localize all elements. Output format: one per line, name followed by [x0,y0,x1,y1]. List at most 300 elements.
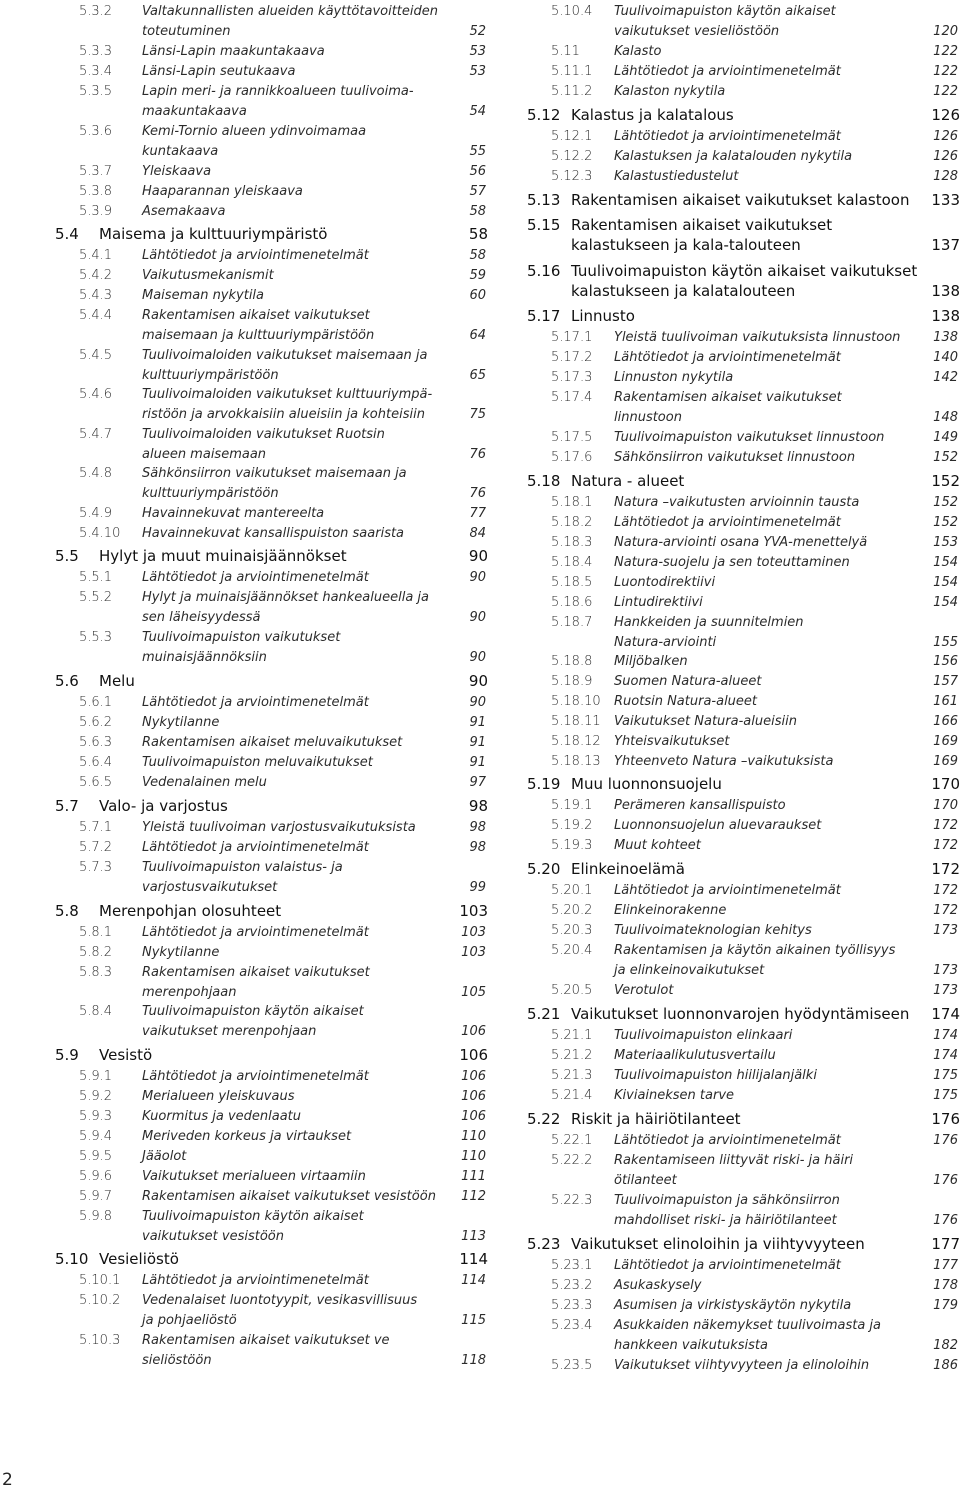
toc-entry-number: 5.3.4 [79,64,113,79]
toc-entry-title-line: Elinkeinorakenne [614,903,727,918]
toc-entry-title-line: Materiaalikulutusvertailu [614,1048,776,1063]
toc-entry-title [142,753,373,773]
toc-entry-title [614,513,841,533]
toc-entry-title-line: Tuulivoimapuiston meluvaikutukset [142,755,373,770]
toc-entry-title [571,190,909,210]
toc-entry-title [142,963,370,1003]
toc-entry-title-line: Lähtötiedot ja arviointimenetelmät [142,925,369,940]
toc-subsection-entry[interactable] [52,858,488,898]
toc-subsection-entry[interactable] [52,2,488,42]
toc-entry-page: 91 [469,755,486,770]
toc-section-entry[interactable] [524,306,960,326]
toc-entry-title-line: Lähtötiedot ja arviointimenetelmät [142,695,369,710]
toc-entry-title [142,923,369,943]
toc-section-entry[interactable] [524,1109,960,1129]
toc-entry-page: 176 [933,1133,958,1148]
toc-entry-title [614,593,703,613]
toc-entry-title-line: Kiviaineksen tarve [614,1088,735,1103]
toc-subsection-entry[interactable] [52,266,488,286]
toc-entry-title-line: Tuulivoimapuiston käytön aikaiset [142,1209,364,1224]
toc-section-entry[interactable] [52,796,488,816]
toc-entry-title-line: Luonnonsuojelun aluevaraukset [614,818,822,833]
toc-subsection-entry[interactable] [52,122,488,162]
toc-entry-title-line: Merenpohjan olosuhteet [99,902,282,920]
toc-subsection-entry[interactable] [524,1356,960,1376]
toc-subsection-entry[interactable] [524,2,960,42]
toc-entry-page: 99 [469,879,486,895]
toc-entry-title [571,215,832,255]
toc-entry-page: 154 [933,575,958,590]
toc-subsection-entry[interactable] [524,127,960,147]
toc-subsection-entry[interactable] [52,838,488,858]
toc-entry-number: 5.4.9 [79,506,113,521]
toc-subsection-entry[interactable] [524,167,960,187]
toc-entry-page: 64 [469,327,486,343]
toc-entry-title [142,202,225,222]
toc-section-entry[interactable] [524,105,960,125]
toc-entry-title-line: Vesieliöstö [99,1250,179,1268]
toc-entry-title [614,573,715,593]
toc-entry-number: 5.18.13 [551,754,601,769]
toc-entry-number: 5.20.1 [551,883,593,898]
toc-subsection-entry[interactable] [52,246,488,266]
toc-entry-title-line: Kuormitus ja vedenlaatu [142,1109,302,1124]
toc-entry-title [614,881,841,901]
toc-entry-title [614,836,701,856]
toc-subsection-entry[interactable] [52,1291,488,1331]
toc-entry-number: 5.4.1 [79,248,113,263]
toc-subsection-entry[interactable] [52,693,488,713]
toc-entry-page: 55 [469,143,486,159]
toc-entry-number: 5.6.3 [79,735,113,750]
toc-section-entry[interactable] [52,901,488,921]
toc-entry-title [614,328,900,348]
toc-entry-title [614,348,841,368]
toc-entry-title [142,713,219,733]
toc-subsection-entry[interactable] [524,82,960,102]
toc-section-entry[interactable] [524,190,960,210]
toc-entry-number: 5.9.1 [79,1069,113,1084]
toc-entry-title [614,652,688,672]
toc-entry-page: 106 [461,1109,486,1124]
toc-entry-title [614,368,733,388]
toc-entry-page: 153 [933,535,958,550]
toc-entry-title-line: Rakentamisen aikaiset vaikutukset [142,308,370,323]
toc-entry-number: 5.9 [55,1046,79,1064]
toc-section-entry[interactable] [524,471,960,491]
toc-entry-page: 177 [931,1235,960,1253]
toc-entry-number: 5.7.2 [79,840,113,855]
toc-entry-number: 5.5.3 [79,630,113,645]
toc-entry-number: 5.17 [527,307,561,325]
toc-entry-page: 152 [931,472,960,490]
toc-entry-title [614,901,726,921]
toc-entry-number: 5.18.3 [551,535,593,550]
toc-subsection-entry[interactable] [524,732,960,752]
toc-subsection-entry[interactable] [52,1331,488,1371]
toc-subsection-entry[interactable] [52,943,488,963]
toc-subsection-entry[interactable] [524,692,960,712]
toc-subsection-entry[interactable] [524,1026,960,1046]
toc-entry-number: 5.23.2 [551,1278,593,1293]
toc-entry-page: 169 [933,734,958,749]
toc-entry-page: 172 [933,883,958,898]
toc-entry-page: 122 [933,64,958,79]
toc-subsection-entry[interactable] [524,448,960,468]
toc-entry-number: 5.18.2 [551,515,593,530]
toc-subsection-entry[interactable] [52,923,488,943]
toc-entry-title-line: Lähtötiedot ja arviointimenetelmät [614,1133,841,1148]
toc-entry-page: 174 [931,1005,960,1023]
toc-entry-title-line: Merialueen yleiskuvaus [142,1089,295,1104]
toc-entry-title [142,1167,366,1187]
toc-entry-number: 5.18.11 [551,714,601,729]
toc-entry-number: 5.22.2 [551,1153,593,1168]
toc-entry-title [142,42,325,62]
toc-subsection-entry[interactable] [524,1066,960,1086]
toc-subsection-entry[interactable] [524,348,960,368]
toc-entry-page: 60 [469,288,486,303]
toc-entry-title [614,732,729,752]
toc-entry-number: 5.12.2 [551,149,593,164]
toc-entry-number: 5.8 [55,902,79,920]
toc-section-entry[interactable] [52,1045,488,1065]
toc-subsection-entry[interactable] [52,1167,488,1187]
toc-subsection-entry[interactable] [52,733,488,753]
toc-entry-title-line: Hylyt ja muinaisjäännökset hankealueella ja [142,590,430,605]
toc-entry-number: 5.23.5 [551,1358,593,1373]
toc-entry-title [614,1356,869,1376]
toc-subsection-entry[interactable] [524,533,960,553]
toc-entry-title [142,286,264,306]
toc-entry-number: 5.20.5 [551,983,593,998]
toc-entry-page: 90 [468,547,488,565]
toc-entry-title-line: Haaparannan yleiskaava [142,184,303,199]
toc-entry-title [99,546,347,566]
toc-subsection-entry[interactable] [524,553,960,573]
toc-entry-number: 5.7.3 [79,860,113,875]
toc-entry-page: 90 [468,672,488,690]
toc-entry-number: 5.9.6 [79,1169,113,1184]
toc-entry-title [571,306,635,326]
toc-subsection-entry[interactable] [52,182,488,202]
toc-subsection-entry[interactable] [524,368,960,388]
toc-subsection-entry[interactable] [524,573,960,593]
toc-subsection-entry[interactable] [524,672,960,692]
toc-subsection-entry[interactable] [52,818,488,838]
toc-subsection-entry[interactable] [52,286,488,306]
toc-entry-page: 155 [933,634,958,650]
toc-entry-title [614,428,884,448]
toc-entry-title-line: Muu luonnonsuojelu [571,775,722,793]
toc-entry-number: 5.23.4 [551,1318,593,1333]
toc-entry-title-line: alueen maisemaan [142,446,267,462]
toc-entry-title [614,672,761,692]
toc-entry-page: 138 [931,282,960,300]
toc-subsection-entry[interactable] [524,1151,960,1191]
toc-entry-number: 5.20 [527,860,561,878]
toc-entry-title-line: Meriveden korkeus ja virtaukset [142,1129,352,1144]
toc-entry-page: 173 [933,962,958,978]
toc-entry-number: 5.21.3 [551,1068,593,1083]
toc-entry-title [99,901,281,921]
toc-entry-number: 5.4.10 [79,526,121,541]
toc-entry-page: 176 [933,1212,958,1228]
toc-entry-page: 90 [469,570,486,585]
toc-entry-title [614,1256,841,1276]
toc-entry-title [142,266,274,286]
toc-entry-title-line: ötilanteet [614,1172,677,1188]
toc-section-entry[interactable] [52,546,488,566]
toc-entry-title-line: Vesistö [99,1046,153,1064]
toc-entry-title-line: Tuulivoimapuiston elinkaari [614,1028,793,1043]
toc-entry-title [142,425,385,465]
toc-subsection-entry[interactable] [52,773,488,793]
toc-entry-number: 5.22.3 [551,1193,593,1208]
toc-subsection-entry[interactable] [524,1296,960,1316]
toc-subsection-entry[interactable] [52,42,488,62]
toc-entry-number: 5.17.6 [551,450,593,465]
toc-subsection-entry[interactable] [524,1191,960,1231]
toc-entry-title [614,796,786,816]
toc-section-entry[interactable] [524,215,960,255]
toc-subsection-entry[interactable] [524,901,960,921]
toc-entry-title [142,1207,364,1247]
toc-entry-title [614,1086,734,1106]
toc-entry-number: 5.18.6 [551,595,593,610]
toc-entry-page: 133 [931,191,960,209]
toc-entry-title-line: Asukkaiden näkemykset tuulivoimasta ja [614,1318,882,1333]
toc-subsection-entry[interactable] [524,593,960,613]
toc-subsection-entry[interactable] [52,306,488,346]
toc-entry-title-line: Riskit ja häiriötilanteet [571,1110,741,1128]
toc-subsection-entry[interactable] [52,568,488,588]
toc-entry-title [614,1276,701,1296]
toc-entry-title-line: Tuulivoimapuiston ja sähkönsiirron [614,1193,840,1208]
toc-subsection-entry[interactable] [52,963,488,1003]
toc-subsection-entry[interactable] [52,62,488,82]
toc-entry-number: 5.18 [527,472,561,490]
toc-entry-title [142,773,267,793]
toc-section-entry[interactable] [52,224,488,244]
toc-subsection-entry[interactable] [524,752,960,772]
toc-entry-title-line: Vaikutukset viihtyvyyteen ja elinoloihin [614,1358,870,1373]
toc-subsection-entry[interactable] [52,1087,488,1107]
toc-subsection-entry[interactable] [524,1086,960,1106]
toc-entry-page: 106 [461,1089,486,1104]
toc-subsection-entry[interactable] [524,62,960,82]
toc-entry-title-line: Maisema ja kulttuuriympäristö [99,225,328,243]
toc-entry-title-line: Valtakunnallisten alueiden käyttötavoitteiden [142,4,438,19]
toc-entry-number: 5.9.7 [79,1189,113,1204]
toc-subsection-entry[interactable] [52,1187,488,1207]
page-number: 2 [2,1470,13,1490]
toc-entry-page: 106 [459,1046,488,1064]
toc-entry-title [142,818,416,838]
toc-entry-title-line: kulttuuriympäristöön [142,485,279,501]
toc-entry-number: 5.4.2 [79,268,113,283]
toc-entry-title-line: Yleistä tuulivoiman varjostusvaikutuksista [142,820,416,835]
toc-subsection-entry[interactable] [52,202,488,222]
toc-entry-page: 140 [933,350,958,365]
toc-entry-title-line: toteutuminen [142,23,231,39]
toc-entry-title-line: linnustoon [614,409,682,425]
toc-entry-page: 98 [469,820,486,835]
toc-entry-title-line: Lähtötiedot ja arviointimenetelmät [614,1258,841,1273]
toc-entry-number: 5.6.1 [79,695,113,710]
toc-subsection-entry[interactable] [524,981,960,1001]
toc-entry-title-line: Linnusto [571,307,635,325]
toc-subsection-entry[interactable] [524,388,960,428]
toc-entry-number: 5.3.8 [79,184,113,199]
toc-entry-number: 5.16 [527,262,561,280]
toc-subsection-entry[interactable] [52,346,488,386]
toc-entry-number: 5.18.8 [551,654,593,669]
toc-entry-number: 5.17.3 [551,370,593,385]
toc-entry-title-line: Tuulivoimapuiston käytön aikaiset [614,4,836,19]
toc-subsection-entry[interactable] [524,42,960,62]
toc-subsection-entry[interactable] [524,712,960,732]
toc-entry-number: 5.23.3 [551,1298,593,1313]
toc-entry-title [614,1131,841,1151]
toc-entry-title [142,1291,417,1331]
toc-subsection-entry[interactable] [524,1256,960,1276]
toc-section-entry[interactable] [52,671,488,691]
toc-subsection-entry[interactable] [52,1147,488,1167]
toc-section-entry[interactable] [524,774,960,794]
toc-entry-title-line: sieliöstöön [142,1352,212,1368]
toc-subsection-entry[interactable] [524,513,960,533]
toc-entry-title [142,838,369,858]
toc-entry-title-line: Sähkönsiirron vaikutukset linnustoon [614,450,856,465]
toc-subsection-entry[interactable] [524,796,960,816]
toc-subsection-entry[interactable] [52,713,488,733]
toc-subsection-entry[interactable] [52,425,488,465]
toc-subsection-entry[interactable] [524,881,960,901]
toc-subsection-entry[interactable] [52,82,488,122]
toc-subsection-entry[interactable] [524,816,960,836]
toc-entry-title [142,504,324,524]
toc-entry-page: 118 [461,1352,486,1368]
toc-entry-title-line: Kalastus ja kalatalous [571,106,734,124]
toc-subsection-entry[interactable] [52,1127,488,1147]
toc-entry-title [614,921,812,941]
toc-entry-title [614,613,804,653]
toc-entry-title [142,2,438,42]
toc-entry-title [614,712,797,732]
toc-entry-title [142,1067,369,1087]
toc-subsection-entry[interactable] [524,1131,960,1151]
toc-entry-page: 53 [469,44,486,59]
toc-entry-title-line: Vaikutusmekanismit [142,268,274,283]
toc-section-entry[interactable] [524,1234,960,1254]
toc-subsection-entry[interactable] [52,1207,488,1247]
toc-subsection-entry[interactable] [52,162,488,182]
toc-entry-number: 5.13 [527,191,561,209]
toc-entry-page: 172 [933,903,958,918]
toc-entry-title-line: Valo- ja varjostus [99,797,228,815]
toc-entry-number: 5.5.1 [79,570,113,585]
toc-entry-title [142,943,219,963]
toc-entry-title-line: Kalasto [614,44,662,59]
toc-entry-title [142,568,369,588]
toc-entry-page: 103 [461,925,486,940]
toc-subsection-entry[interactable] [52,504,488,524]
toc-entry-title [614,1026,792,1046]
toc-section-entry[interactable] [524,859,960,879]
toc-subsection-entry[interactable] [524,836,960,856]
toc-entry-page: 174 [933,1048,958,1063]
toc-entry-page: 137 [931,236,960,254]
toc-subsection-entry[interactable] [524,147,960,167]
toc-entry-title-line: Asumisen ja virkistyskäytön nykytila [614,1298,852,1313]
toc-subsection-entry[interactable] [52,1067,488,1087]
toc-entry-title-line: Yhteisvaikutukset [614,734,730,749]
toc-entry-title-line: Vaikutukset luonnonvarojen hyödyntämiseen [571,1005,910,1023]
toc-entry-title-line: vaikutukset vesieliöstöön [614,23,780,39]
toc-entry-page: 148 [933,409,958,425]
toc-subsection-entry[interactable] [52,1107,488,1127]
toc-entry-title-line: Lähtötiedot ja arviointimenetelmät [142,1273,369,1288]
toc-entry-title-line: Melu [99,672,135,690]
toc-entry-title-line: Natura-arviointi [614,634,717,650]
toc-entry-title-line: Havainnekuvat mantereelta [142,506,325,521]
toc-entry-number: 5.8.3 [79,965,113,980]
toc-subsection-entry[interactable] [52,753,488,773]
toc-entry-title-line: Tuulivoimaloiden vaikutukset Ruotsin [142,427,385,442]
toc-entry-title-line: Rakentamisen aikaiset vaikutukset vesistöön [142,1189,436,1204]
toc-subsection-entry[interactable] [524,1276,960,1296]
toc-entry-number: 5.20.3 [551,923,593,938]
toc-subsection-entry[interactable] [52,628,488,668]
toc-entry-page: 103 [459,902,488,920]
toc-entry-page: 126 [933,129,958,144]
toc-entry-title-line: Verotulot [614,983,674,998]
toc-entry-title [571,774,722,794]
toc-section-entry[interactable] [524,1004,960,1024]
toc-subsection-entry[interactable] [524,1046,960,1066]
toc-entry-title-line: Linnuston nykytila [614,370,734,385]
toc-subsection-entry[interactable] [524,921,960,941]
toc-entry-title-line: Kalastuksen ja kalatalouden nykytila [614,149,853,164]
toc-entry-page: 172 [933,838,958,853]
toc-subsection-entry[interactable] [524,1316,960,1356]
toc-subsection-entry[interactable] [524,428,960,448]
toc-subsection-entry[interactable] [52,464,488,504]
toc-entry-number: 5.3.5 [79,84,113,99]
toc-entry-title-line: Havainnekuvat kansallispuiston saarista [142,526,405,541]
toc-entry-number: 5.22 [527,1110,561,1128]
toc-subsection-entry[interactable] [524,652,960,672]
toc-section-entry[interactable] [52,1249,488,1269]
toc-subsection-entry[interactable] [52,385,488,425]
toc-subsection-entry[interactable] [52,1271,488,1291]
toc-entry-title-line: Vaikutukset merialueen virtaamiin [142,1169,366,1184]
toc-subsection-entry[interactable] [52,524,488,544]
toc-entry-title-line: merenpohjaan [142,984,237,1000]
toc-entry-number: 5.8.4 [79,1004,113,1019]
toc-subsection-entry[interactable] [524,941,960,981]
toc-subsection-entry[interactable] [524,613,960,653]
toc-entry-number: 5.18.12 [551,734,601,749]
toc-subsection-entry[interactable] [52,1002,488,1042]
toc-section-entry[interactable] [524,261,960,301]
toc-entry-page: 122 [933,84,958,99]
toc-subsection-entry[interactable] [52,588,488,628]
toc-subsection-entry[interactable] [524,493,960,513]
toc-subsection-entry[interactable] [524,328,960,348]
toc-entry-title [142,346,428,386]
